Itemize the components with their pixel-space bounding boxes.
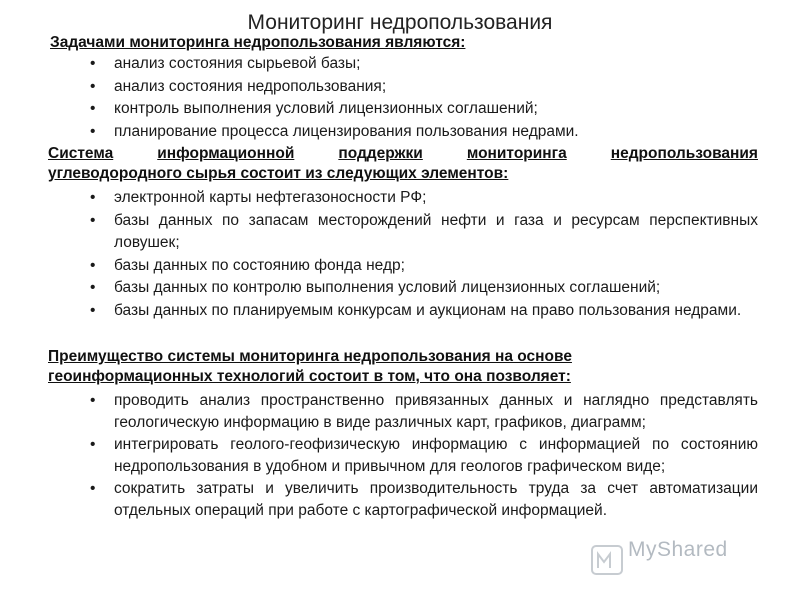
list-item: [90, 210, 758, 255]
list-item: [90, 53, 650, 76]
section2-list: [90, 187, 758, 322]
heading-word: информационной: [157, 145, 295, 162]
section1-heading: Задачами мониторинга недропользования являются:: [50, 34, 466, 51]
list-item-text: сократить затраты и увеличить производительность труда за счет автоматизации отдельных операций при работе с картографической информацией.: [114, 480, 758, 519]
list-item-text: базы данных по состоянию фонда недр;: [114, 256, 405, 274]
page-title: Мониторинг недропользования: [247, 11, 553, 34]
bullet-icon: •: [90, 55, 96, 72]
list-item: [90, 187, 758, 210]
section3-heading-line1: Преимущество системы мониторинга недропользования на основе: [48, 348, 572, 365]
heading-word: недропользования: [610, 145, 758, 162]
list-item-text: базы данных по планируемым конкурсам и аукционам на право пользования недрами.: [114, 301, 742, 319]
section2-heading-line1: [48, 144, 758, 164]
list-item: [90, 277, 758, 300]
list-item-text: анализ состояния недропользования;: [114, 77, 387, 95]
bullet-icon: •: [90, 279, 96, 296]
section3-heading-line2: геоинформационных технологий состоит в том, что она позволяет:: [48, 368, 571, 385]
list-item: [90, 434, 758, 478]
heading-word: поддержки: [338, 145, 423, 162]
section2-heading-line2: углеводородного сырья состоит из следующих элементов:: [48, 165, 509, 182]
list-item: [90, 300, 758, 323]
section1-list: [90, 53, 650, 143]
bullet-icon: •: [90, 436, 96, 453]
list-item-text: интегрировать геолого-геофизическую информацию с информацией по состоянию недропользования в удобном и привычном для геологов графическом виде;: [114, 436, 758, 475]
bullet-icon: •: [90, 256, 96, 274]
bullet-icon: •: [90, 77, 96, 95]
list-item-text: проводить анализ пространственно привязанных данных и наглядно представлять геологическую информацию в виде различных карт, графиков, диаграмм;: [114, 392, 758, 431]
bullet-icon: •: [90, 301, 96, 319]
list-item: [90, 76, 650, 99]
list-item-text: контроль выполнения условий лицензионных соглашений;: [114, 100, 538, 117]
list-item-text: планирование процесса лицензирования пользования недрами.: [114, 122, 579, 140]
heading-word: Система: [48, 145, 114, 162]
bullet-icon: •: [90, 392, 96, 409]
section2-heading: [48, 144, 758, 184]
bullet-icon: •: [90, 122, 96, 140]
list-item-text: анализ состояния сырьевой базы;: [114, 55, 361, 72]
list-item-text: электронной карты нефтегазоносности РФ;: [114, 189, 427, 206]
bullet-icon: •: [90, 480, 96, 497]
section3-heading: [48, 347, 758, 387]
bullet-icon: •: [90, 189, 96, 206]
list-item: [90, 390, 758, 434]
bullet-icon: •: [90, 100, 96, 117]
section3-list: [90, 390, 758, 522]
list-item: [90, 255, 758, 278]
heading-word: мониторинга: [466, 145, 567, 162]
list-item-text: базы данных по запасам месторождений нефти и газа и ресурсам перспективных ловушек;: [114, 211, 758, 251]
watermark-text: MyShared: [628, 538, 728, 561]
bullet-icon: •: [90, 211, 96, 229]
list-item-text: базы данных по контролю выполнения условий лицензионных соглашений;: [114, 279, 661, 296]
list-item: [90, 121, 650, 144]
list-item: [90, 478, 758, 522]
list-item: [90, 98, 650, 121]
